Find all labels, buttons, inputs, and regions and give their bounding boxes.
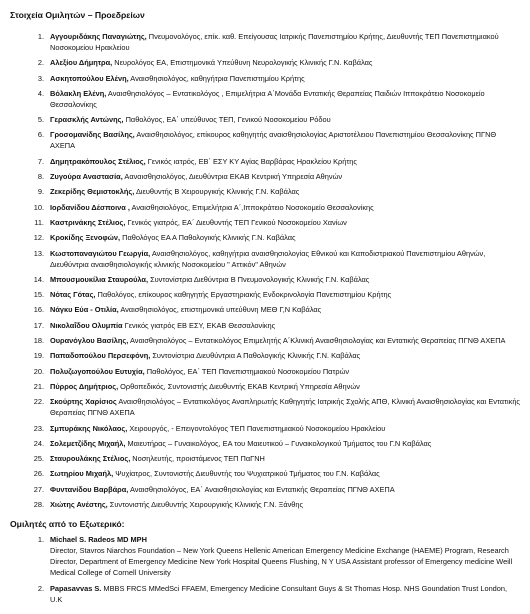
entry-number: 19. xyxy=(33,351,44,361)
speaker-affiliation: Γενικός γιατρός ΕΒ ΕΣΥ, ΕΚΑΒ Θεσσαλονίκης xyxy=(122,320,276,330)
speaker-entry xyxy=(30,468,520,479)
speaker-entry xyxy=(30,114,520,125)
speaker-affiliation: Αναισθησιολόγος, Επιμελήτρια Α΄,Ιπποκράτειο Νοσοκομείο Θεσσαλονίκης xyxy=(129,202,374,212)
speaker-affiliation: Συντονίστρια Διευθύντρια Α Παθολογικής Κλινικής Γ.Ν. Καβάλας xyxy=(150,351,361,361)
speaker-affiliation: Αναισθησιολόγος – Εντατικολόγος Επιμελητής Α΄Κλινική Αναισθησιολογίας και Εντατικής Θεραπείας ΠΓΝΘ ΑΧΕΠΑ xyxy=(128,336,506,346)
speaker-name: Χιώτης Ανέστης, xyxy=(50,500,108,510)
speaker-name: Πολυζωγοπούλου Ευτυχία, xyxy=(50,366,145,376)
speaker-entry xyxy=(30,232,520,243)
speaker-affiliation: MBBS FRCS MMedSci FFAEM, Emergency Medicine Consultant Guys & St Thomas Hosp. NHS Goundation Trust London, U.K xyxy=(50,584,508,605)
entry-number: 13. xyxy=(33,248,44,258)
speaker-affiliation: Συντονίστρια Διεθύντρια Β Πνευμονολογικής Κλινικής Γ.Ν. Καβάλας xyxy=(148,274,370,284)
entry-number: 28. xyxy=(33,500,44,510)
speaker-affiliation: Ααναισθησιολόγος, Διευθύντρια ΕΚΑΒ Κεντρική Υπηρεσία Αθηνών xyxy=(122,172,343,182)
speaker-name: Michael S. Radeos MD MPH xyxy=(50,535,147,545)
speaker-list xyxy=(10,31,520,510)
speaker-affiliation: Παθολόγος, ΕΑ΄ υπεύθυνος ΤΕΠ, Γενικού Νοσοκομείου Ρόδου xyxy=(123,115,331,125)
entry-number: 2. xyxy=(37,584,44,594)
entry-number: 23. xyxy=(33,423,44,433)
speaker-affiliation: Διευθυντής Β Χειρουργικής Κλινικής Γ.Ν. Καβάλας xyxy=(134,187,300,197)
entry-number: 8. xyxy=(37,172,44,182)
speaker-name: Καστρινάκης Στέλιος, xyxy=(50,217,126,227)
speaker-affiliation: Γενικός γιατρός, ΕΑ΄ Διευθυντής ΤΕΠ Γενικού Νοσοκομείου Χανίων xyxy=(125,217,347,227)
entry-number: 18. xyxy=(33,336,44,346)
entry-number: 14. xyxy=(33,274,44,284)
speaker-entry xyxy=(30,274,520,285)
entry-number: 1. xyxy=(37,32,44,41)
entry-number: 1. xyxy=(37,535,44,545)
speaker-affiliation: Αναισθησιολόγος – Εντατικολόγος , Επιμελήτρια Α΄Μονάδα Εντατικής Θεραπείας Παιδιών Ιπποκράτειο Νοσοκομείο Θεσσαλονίκης xyxy=(50,88,485,109)
speaker-entry xyxy=(30,289,520,300)
speaker-entry xyxy=(30,453,520,464)
entry-number: 16. xyxy=(33,305,44,315)
entry-number: 27. xyxy=(33,484,44,494)
speaker-name: Φυντανίδου Βαρβάρα, xyxy=(50,484,129,494)
entry-number: 21. xyxy=(33,381,44,391)
speaker-name: Σκούρτης Χαρίσιος xyxy=(50,397,117,407)
entry-number: 2. xyxy=(37,58,44,68)
speaker-entry xyxy=(30,396,520,418)
speaker-entry xyxy=(30,534,520,578)
speaker-entry xyxy=(30,423,520,434)
speaker-name: Παπαδοπούλου Περσεφόνη, xyxy=(50,351,151,361)
speaker-affiliation: Παθολόγος, ΕΑ΄ ΤΕΠ Πανεπιστημιακού Νοσοκομείου Πατρών xyxy=(144,366,350,376)
speaker-entry xyxy=(30,366,520,377)
speaker-affiliation: Παθολόγος ΕΑ Α Παθολογικής Κλινικής Γ.Ν. Καβάλας xyxy=(120,233,296,243)
entry-number: 10. xyxy=(33,202,44,212)
speaker-affiliation: Αναισθησιολόγος, καθηγήτρια Πανεπιστημίου Κρήτης xyxy=(128,73,305,83)
speaker-affiliation: Director, Stavros Niarchos Foundation – New York Queens Hellenic American Emergency Medicine Exchange (HAEME) Program, Research Director, Department of Emergency Medicine New York Hospital Queens Flushing, N Y USA Assistant professor of Emergency medicine Weill Medical College of Cornell University xyxy=(50,546,513,578)
speaker-entry xyxy=(30,73,520,84)
speaker-affiliation: Αναισθησιολόγος – Εντατικολόγος Αναπληρωτής Καθηγητής Ιατρικής Σχολής ΑΠΘ, Κλινική Αναισθησιολογίας και Εντατικής Θεραπείας ΠΓΝΘ ΑΧΕΠΑ xyxy=(50,397,520,418)
speaker-name: Κωστοπαναγιώτου Γεωργία, xyxy=(50,248,151,258)
speaker-entry xyxy=(30,335,520,346)
entry-number: 26. xyxy=(33,469,44,479)
entry-number: 15. xyxy=(33,290,44,300)
entry-number: 4. xyxy=(37,88,44,98)
speaker-name: Σωτηρίου Μιχαήλ, xyxy=(50,469,114,479)
speakers-heading: Στοιχεία Ομιλητών – Προεδρείων xyxy=(10,10,145,20)
speaker-name: Δημητρακόπουλος Στέλιος, xyxy=(50,156,146,166)
speaker-entry xyxy=(30,129,520,151)
speaker-affiliation: Αναισθησιολόγος, επίκουρος καθηγητής αναισθησιολογίας Αριστοτέλειου Πανεπιστημίου Θεσσαλονίκης ΠΓΝΘ ΑΧΕΠΑ xyxy=(50,130,497,151)
speaker-affiliation: Γενικός ιατρός, ΕΒ΄ ΕΣΥ ΚΥ Αγίας Βαρβάρας Ηρακλείου Κρήτης xyxy=(145,156,357,166)
speaker-entry xyxy=(30,202,520,213)
speaker-affiliation: Χειρουργός, - Επειγοντολόγος ΤΕΠ Πανεπιστημιακού Νοσοκομείου Ηρακλείου xyxy=(127,423,386,433)
speaker-affiliation: Παθολόγος, επίκουρος καθηγητής Εργαστηριακής Ενδοκρινολογία Πανεπιστημίου Κρήτης xyxy=(95,290,392,300)
speaker-name: Ζεκερίδης Θεμιστοκλής, xyxy=(50,187,135,197)
entry-number: 17. xyxy=(33,320,44,330)
speaker-entry xyxy=(30,31,520,53)
speaker-entry xyxy=(30,499,520,510)
speaker-entry xyxy=(30,186,520,197)
entry-number: 12. xyxy=(33,233,44,243)
speaker-name: Σμπυράκης Νικόλαος, xyxy=(50,423,128,433)
speaker-name: Ασκητοπούλου Ελένη, xyxy=(50,73,129,83)
entry-number: 11. xyxy=(34,217,44,227)
entry-number: 3. xyxy=(37,73,44,83)
speaker-name: Ζυγούρα Αναστασία, xyxy=(50,172,123,182)
speaker-name: Νότας Γότας, xyxy=(50,290,96,300)
speaker-name: Βόλακλη Ελένη, xyxy=(50,88,107,98)
speaker-entry xyxy=(30,320,520,331)
speaker-affiliation: Αναισθησιολόγος, καθηγήτρια αναισθησιολογίας Εθνικού και Καποδιστριακού Πανεπιστημίου Αθηνών, Διευθύντρια αναισθησιολογικής κλινικής Νοσοκομείου " Αττικόν" Αθηνών xyxy=(50,248,486,269)
speaker-name: Γροσομανίδης Βασίλης, xyxy=(50,130,135,140)
speaker-affiliation: Συντονιστής Διευθυντής Χειρουργικής Κλινικής Γ.Ν. Ξάνθης xyxy=(107,500,304,510)
speaker-affiliation: Μαιευτήρας – Γυναικολόγος, ΕΑ του Μαιευτικού – Γυναικολογικού Τμήματος του Γ.Ν Καβάλας xyxy=(125,438,432,448)
speaker-entry xyxy=(30,484,520,495)
entry-number: 9. xyxy=(37,187,44,197)
speaker-entry xyxy=(30,583,520,605)
speaker-name: Ιορδανίδου Δέσποινα , xyxy=(50,202,130,212)
entry-number: 25. xyxy=(33,454,44,464)
speaker-entry xyxy=(30,248,520,270)
entry-number: 24. xyxy=(33,438,44,448)
speaker-name: Αλεξίου Δήμητρα, xyxy=(50,58,113,68)
speaker-entry xyxy=(30,381,520,392)
speaker-name: Κροκίδης Ξενοφών, xyxy=(50,233,121,243)
speaker-name: Γερασκλής Αντώνης, xyxy=(50,115,124,125)
speaker-name: Papasavvas S. xyxy=(50,584,102,594)
speaker-affiliation: Αναισθησιολόγος, ΕΑ΄ Αναισθησιολογίας και Εντατικής Θεραπείας ΠΓΝΘ ΑΧΕΠΑ xyxy=(128,484,395,494)
speaker-name: Ουρανόγλου Βασίλης, xyxy=(50,336,129,346)
foreign-speaker-list xyxy=(10,534,520,605)
speaker-affiliation: Ψυχίατρος, Συντονιστής Διευθυντής του Ψυχιατρικού Τμήματος του Γ.Ν. Καβάλας xyxy=(113,469,380,479)
speaker-entry xyxy=(30,350,520,361)
speaker-entry xyxy=(30,438,520,449)
speaker-entry xyxy=(30,217,520,228)
speaker-entry xyxy=(30,304,520,315)
speaker-name: Αγγουριδάκης Παναγιώτης, xyxy=(50,32,147,41)
entry-number: 7. xyxy=(37,156,44,166)
speaker-affiliation: Νοσηλευτής, προιστάμενος ΤΕΠ ΠαΓΝΗ xyxy=(130,454,265,464)
speaker-name: Νάγκυ Εύα - Οτιλία, xyxy=(50,305,119,315)
speaker-affiliation: Νευρολόγος ΕΑ, Επιστημονικά Υπεύθυνη Νευρολογικής Κλινικής Γ.Ν. Καβάλας xyxy=(112,58,373,68)
speaker-entry xyxy=(30,88,520,110)
speaker-affiliation: Πνευμονολόγος, επίκ. καθ. Επείγουσας Ιατρικής Πανεπιστημίου Κρήτης, Διευθυντής ΤΕΠ Πανεπιστημιακού Νοσοκομείου Ηρακλείου xyxy=(50,32,499,52)
speaker-entry xyxy=(30,57,520,68)
speaker-affiliation: Αναισθησιολόγος, επιστημονικά υπεύθυνη ΜΕΘ Γ,Ν Καβάλας xyxy=(118,305,322,315)
entry-number: 5. xyxy=(37,115,44,125)
speaker-entry xyxy=(30,171,520,182)
speaker-name: Νικολαΐδου Ολυμπία xyxy=(50,320,123,330)
speaker-name: Πύρρος Δημήτριος, xyxy=(50,381,119,391)
foreign-speakers-heading: Ομιλητές από το Εξωτερικό: xyxy=(10,519,125,530)
speaker-entry xyxy=(30,156,520,167)
entry-number: 6. xyxy=(37,130,44,140)
speaker-name: Σολεμετζίδης Μιχαήλ, xyxy=(50,438,126,448)
speaker-name: Σταυρουλάκης Στέλιος, xyxy=(50,454,131,464)
speaker-affiliation: Ορθοπεδικός, Συντονιστής Διευθυντής ΕΚΑΒ Κεντρική Υπηρεσία Αθηνών xyxy=(118,381,360,391)
speaker-name: Μπουσμουκίλια Σταυρούλα, xyxy=(50,274,149,284)
entry-number: 22. xyxy=(33,397,44,407)
entry-number: 20. xyxy=(33,366,44,376)
